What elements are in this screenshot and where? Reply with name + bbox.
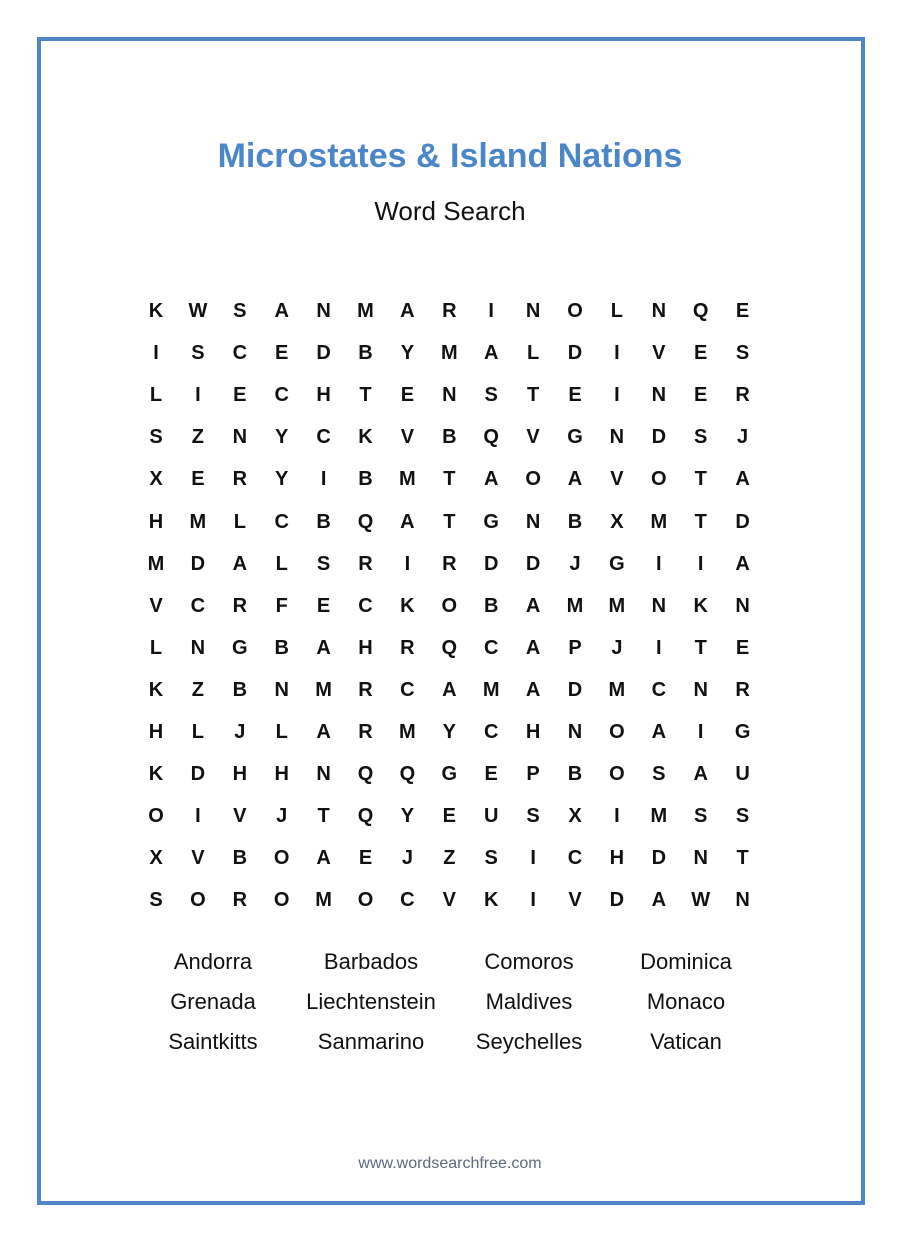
grid-letter: M (189, 510, 207, 533)
grid-letter: D (609, 889, 625, 912)
grid-letter: A (274, 300, 289, 322)
grid-letter: I (614, 384, 620, 407)
grid-letter: N (693, 847, 708, 870)
grid-letter: E (735, 636, 750, 659)
grid-letter: M (650, 805, 668, 828)
grid-letter: E (400, 384, 415, 407)
grid-letter: C (567, 847, 583, 870)
grid-letter: C (483, 721, 499, 743)
grid-letter: N (525, 510, 541, 533)
grid-letter: E (275, 342, 289, 365)
grid-letter: C (358, 594, 373, 617)
grid-letter: D (525, 552, 541, 575)
grid-letter: S (484, 847, 498, 870)
grid-letter: C (274, 384, 289, 407)
grid-letter: J (276, 805, 288, 828)
grid-letter: M (147, 552, 165, 575)
grid-letter: X (149, 847, 163, 870)
grid-letter: M (608, 678, 626, 701)
grid-letter: M (315, 678, 332, 701)
grid-letter: V (233, 805, 247, 828)
grid-letter: R (358, 678, 373, 701)
grid-letter: S (526, 805, 540, 828)
grid-letter: D (190, 552, 206, 575)
grid-letter: S (484, 384, 498, 407)
grid-letter: D (190, 763, 206, 786)
grid-letter: K (693, 594, 708, 617)
grid-letter: Q (357, 763, 374, 786)
grid-letter: O (441, 594, 458, 617)
word-list-item: Sanmarino (317, 1029, 425, 1054)
grid-letter: S (149, 889, 163, 912)
grid-letter: B (442, 426, 457, 449)
grid-letter: A (525, 678, 541, 701)
grid-letter: H (274, 763, 289, 786)
grid-letter: M (650, 510, 668, 533)
grid-letter: E (442, 805, 456, 828)
grid-letter: H (148, 510, 164, 533)
grid-letter: I (614, 342, 620, 365)
grid-letter: H (525, 721, 541, 743)
grid-letter: C (316, 426, 331, 449)
grid-letter: Z (191, 426, 204, 449)
grid-letter: R (735, 384, 750, 407)
grid-letter: S (149, 426, 163, 449)
grid-letter: B (358, 468, 373, 491)
grid-letter: A (483, 342, 499, 365)
grid-letter: A (525, 636, 541, 659)
grid-letter: A (400, 300, 415, 322)
grid-letter: K (148, 763, 164, 786)
grid-letter: R (400, 636, 415, 659)
grid-letter: A (567, 468, 583, 491)
grid-letter: V (400, 426, 415, 449)
grid-letter: Q (692, 300, 709, 322)
grid-letter: B (316, 510, 331, 533)
grid-letter: O (567, 300, 583, 322)
grid-letter: Z (443, 847, 456, 870)
grid-letter: T (694, 636, 707, 659)
grid-letter: V (568, 889, 582, 912)
grid-letter: W (691, 889, 711, 912)
grid-letter: R (735, 678, 750, 701)
grid-letter: Y (400, 342, 415, 365)
grid-letter: M (357, 300, 374, 322)
grid-letter: S (191, 342, 205, 365)
grid-letter: T (443, 468, 456, 491)
grid-letter: K (358, 426, 373, 449)
grid-letter: T (736, 847, 749, 870)
grid-letter: P (526, 763, 540, 786)
grid-letter: E (694, 384, 708, 407)
grid-letter: N (651, 300, 667, 322)
grid-letter: G (483, 510, 499, 533)
grid-letter: V (526, 426, 540, 449)
grid-letter: S (735, 342, 750, 365)
grid-letter: M (399, 721, 416, 743)
grid-letter: J (234, 721, 246, 743)
grid-letter: Y (275, 468, 289, 491)
grid-letter: M (608, 594, 626, 617)
grid-letter: X (568, 805, 582, 828)
grid-letter: Q (357, 805, 374, 828)
grid-letter: R (358, 721, 373, 743)
grid-letter: S (233, 300, 247, 322)
grid-letter: R (358, 552, 373, 575)
grid-letter: A (735, 468, 750, 491)
grid-letter: N (735, 889, 750, 912)
grid-letter: N (190, 636, 206, 659)
grid-letter: A (483, 468, 499, 491)
grid-letter: J (569, 552, 581, 575)
grid-letter: E (358, 847, 373, 870)
grid-letter: E (316, 594, 331, 617)
grid-letter: I (656, 552, 662, 575)
grid-letter: N (651, 384, 667, 407)
grid-letter: D (567, 678, 583, 701)
grid-letter: I (614, 805, 620, 828)
grid-letter: O (609, 721, 625, 743)
grid-letter: S (694, 426, 708, 449)
grid-letter: B (567, 510, 583, 533)
grid-letter: N (316, 300, 331, 322)
grid-letter: N (525, 300, 541, 322)
grid-letter: G (441, 763, 458, 786)
grid-letter: N (274, 678, 289, 701)
grid-letter: M (315, 889, 332, 912)
grid-letter: I (697, 721, 704, 743)
grid-letter: L (275, 552, 288, 575)
grid-letter: L (275, 721, 288, 743)
grid-letter: Z (191, 678, 204, 701)
grid-letter: N (651, 594, 667, 617)
grid-letter: Y (400, 805, 415, 828)
grid-letter: B (232, 847, 248, 870)
grid-letter: X (610, 510, 624, 533)
grid-letter: D (567, 342, 583, 365)
grid-letter: O (357, 889, 374, 912)
grid-letter: L (149, 636, 163, 659)
grid-letter: G (567, 426, 583, 449)
grid-letter: L (610, 300, 623, 322)
grid-letter: C (483, 636, 499, 659)
word-list-item: Andorra (173, 949, 253, 974)
grid-letter: Q (399, 763, 416, 786)
grid-letter: B (483, 594, 499, 617)
grid-letter: C (232, 342, 248, 365)
grid-letter: R (232, 594, 248, 617)
grid-letter: X (149, 468, 163, 491)
grid-letter: H (358, 636, 373, 659)
grid-letter: A (232, 552, 248, 575)
grid-letter: J (737, 426, 749, 449)
grid-letter: K (400, 594, 415, 617)
grid-letter: L (191, 721, 204, 743)
grid-letter: A (735, 552, 750, 575)
grid-letter: C (651, 678, 667, 701)
grid-letter: D (316, 342, 331, 365)
word-list-item: Comoros (484, 949, 574, 974)
grid-letter: K (483, 889, 499, 912)
grid-letter: I (195, 384, 201, 407)
grid-letter: J (401, 847, 413, 870)
grid-letter: L (233, 510, 246, 533)
grid-letter: D (483, 552, 499, 575)
grid-letter: T (317, 805, 330, 828)
word-list-item: Barbados (323, 949, 419, 974)
grid-letter: C (400, 678, 415, 701)
grid-letter: B (274, 636, 289, 659)
grid-letter: O (651, 468, 667, 491)
grid-letter: J (611, 636, 623, 659)
grid-letter: C (400, 889, 415, 912)
grid-letter: G (232, 636, 248, 659)
grid-letter: H (232, 763, 248, 786)
grid-letter: N (442, 384, 457, 407)
grid-letter: E (233, 384, 247, 407)
grid-letter: I (697, 552, 704, 575)
grid-letter: A (651, 889, 667, 912)
word-list-item: Grenada (170, 989, 256, 1014)
grid-letter: L (149, 384, 163, 407)
grid-letter: R (442, 552, 457, 575)
grid-letter: A (316, 721, 331, 743)
grid-letter: G (609, 552, 625, 575)
grid-letter: G (734, 721, 751, 743)
grid-letter: N (567, 721, 583, 743)
grid-letter: O (273, 889, 290, 912)
grid-letter: P (568, 636, 582, 659)
grid-letter: N (609, 426, 625, 449)
grid-letter: S (694, 805, 708, 828)
grid-letter: R (232, 468, 248, 491)
grid-letter: V (652, 342, 666, 365)
grid-letter: H (316, 384, 331, 407)
word-list-item: Dominica (640, 949, 732, 974)
grid-letter: O (190, 889, 206, 912)
footer-url: www.wordsearchfree.com (358, 1155, 542, 1172)
grid-letter: E (568, 384, 582, 407)
grid-letter: S (652, 763, 666, 786)
grid-letter: O (273, 847, 290, 870)
word-list-item: Maldives (485, 989, 573, 1014)
grid-letter: Q (357, 510, 374, 533)
grid-letter: I (404, 552, 411, 575)
grid-letter: D (651, 847, 667, 870)
grid-letter: T (694, 468, 707, 491)
grid-letter: A (651, 721, 667, 743)
grid-letter: O (525, 468, 541, 491)
grid-letter: I (530, 889, 536, 912)
grid-letter: O (609, 763, 625, 786)
grid-letter: V (442, 889, 456, 912)
grid-letter: I (195, 805, 201, 828)
grid-letter: R (442, 300, 457, 322)
grid-letter: W (188, 300, 208, 322)
grid-letter: B (358, 342, 373, 365)
grid-letter: A (442, 678, 457, 701)
grid-letter: M (566, 594, 584, 617)
grid-letter: F (275, 594, 288, 617)
grid-letter: R (232, 889, 248, 912)
grid-letter: H (609, 847, 625, 870)
puzzle-title: Microstates & Island Nations (217, 137, 683, 175)
grid-letter: M (482, 678, 500, 701)
grid-letter: A (400, 510, 415, 533)
grid-letter: T (694, 510, 707, 533)
grid-letter: E (191, 468, 205, 491)
grid-letter: A (316, 847, 331, 870)
grid-letter: O (148, 805, 164, 828)
grid-letter: D (651, 426, 667, 449)
word-list-item: Liechtenstein (306, 989, 436, 1014)
grid-letter: M (440, 342, 458, 365)
grid-letter: A (316, 636, 331, 659)
grid-letter: E (694, 342, 708, 365)
grid-letter: B (232, 678, 248, 701)
grid-letter: N (735, 594, 750, 617)
grid-letter: A (693, 763, 708, 786)
grid-letter: Q (441, 636, 458, 659)
grid-letter: K (148, 300, 164, 322)
grid-letter: H (148, 721, 164, 743)
grid-letter: N (316, 763, 331, 786)
grid-letter: N (232, 426, 248, 449)
grid-letter: I (320, 468, 327, 491)
grid-letter: T (443, 510, 456, 533)
grid-letter: E (735, 300, 750, 322)
grid-letter: A (525, 594, 541, 617)
grid-letter: U (735, 763, 750, 786)
grid-letter: I (153, 342, 159, 365)
grid-letter: I (530, 847, 536, 870)
grid-letter: N (693, 678, 708, 701)
grid-letter: E (484, 763, 498, 786)
grid-letter: C (274, 510, 289, 533)
word-list-item: Seychelles (475, 1029, 583, 1054)
grid-letter: I (656, 636, 662, 659)
grid-letter: S (316, 552, 331, 575)
grid-letter: Y (275, 426, 289, 449)
grid-letter: D (735, 510, 750, 533)
grid-letter: Y (442, 721, 456, 743)
grid-letter: M (399, 468, 416, 491)
grid-letter: Q (483, 426, 499, 449)
grid-letter: S (735, 805, 750, 828)
word-list-item: Saintkitts (168, 1029, 258, 1054)
grid-letter: B (567, 763, 583, 786)
word-list-item: Monaco (646, 989, 726, 1014)
word-list-item: Vatican (650, 1029, 722, 1054)
grid-letter: I (488, 300, 494, 322)
grid-letter: T (359, 384, 372, 407)
grid-letter: L (526, 342, 540, 365)
grid-letter: T (526, 384, 540, 407)
grid-letter: U (483, 805, 499, 828)
grid-letter: K (148, 678, 164, 701)
grid-letter: V (149, 594, 163, 617)
puzzle-subtitle: Word Search (374, 196, 526, 226)
grid-letter: C (190, 594, 206, 617)
grid-letter: V (191, 847, 205, 870)
grid-letter: V (610, 468, 624, 491)
